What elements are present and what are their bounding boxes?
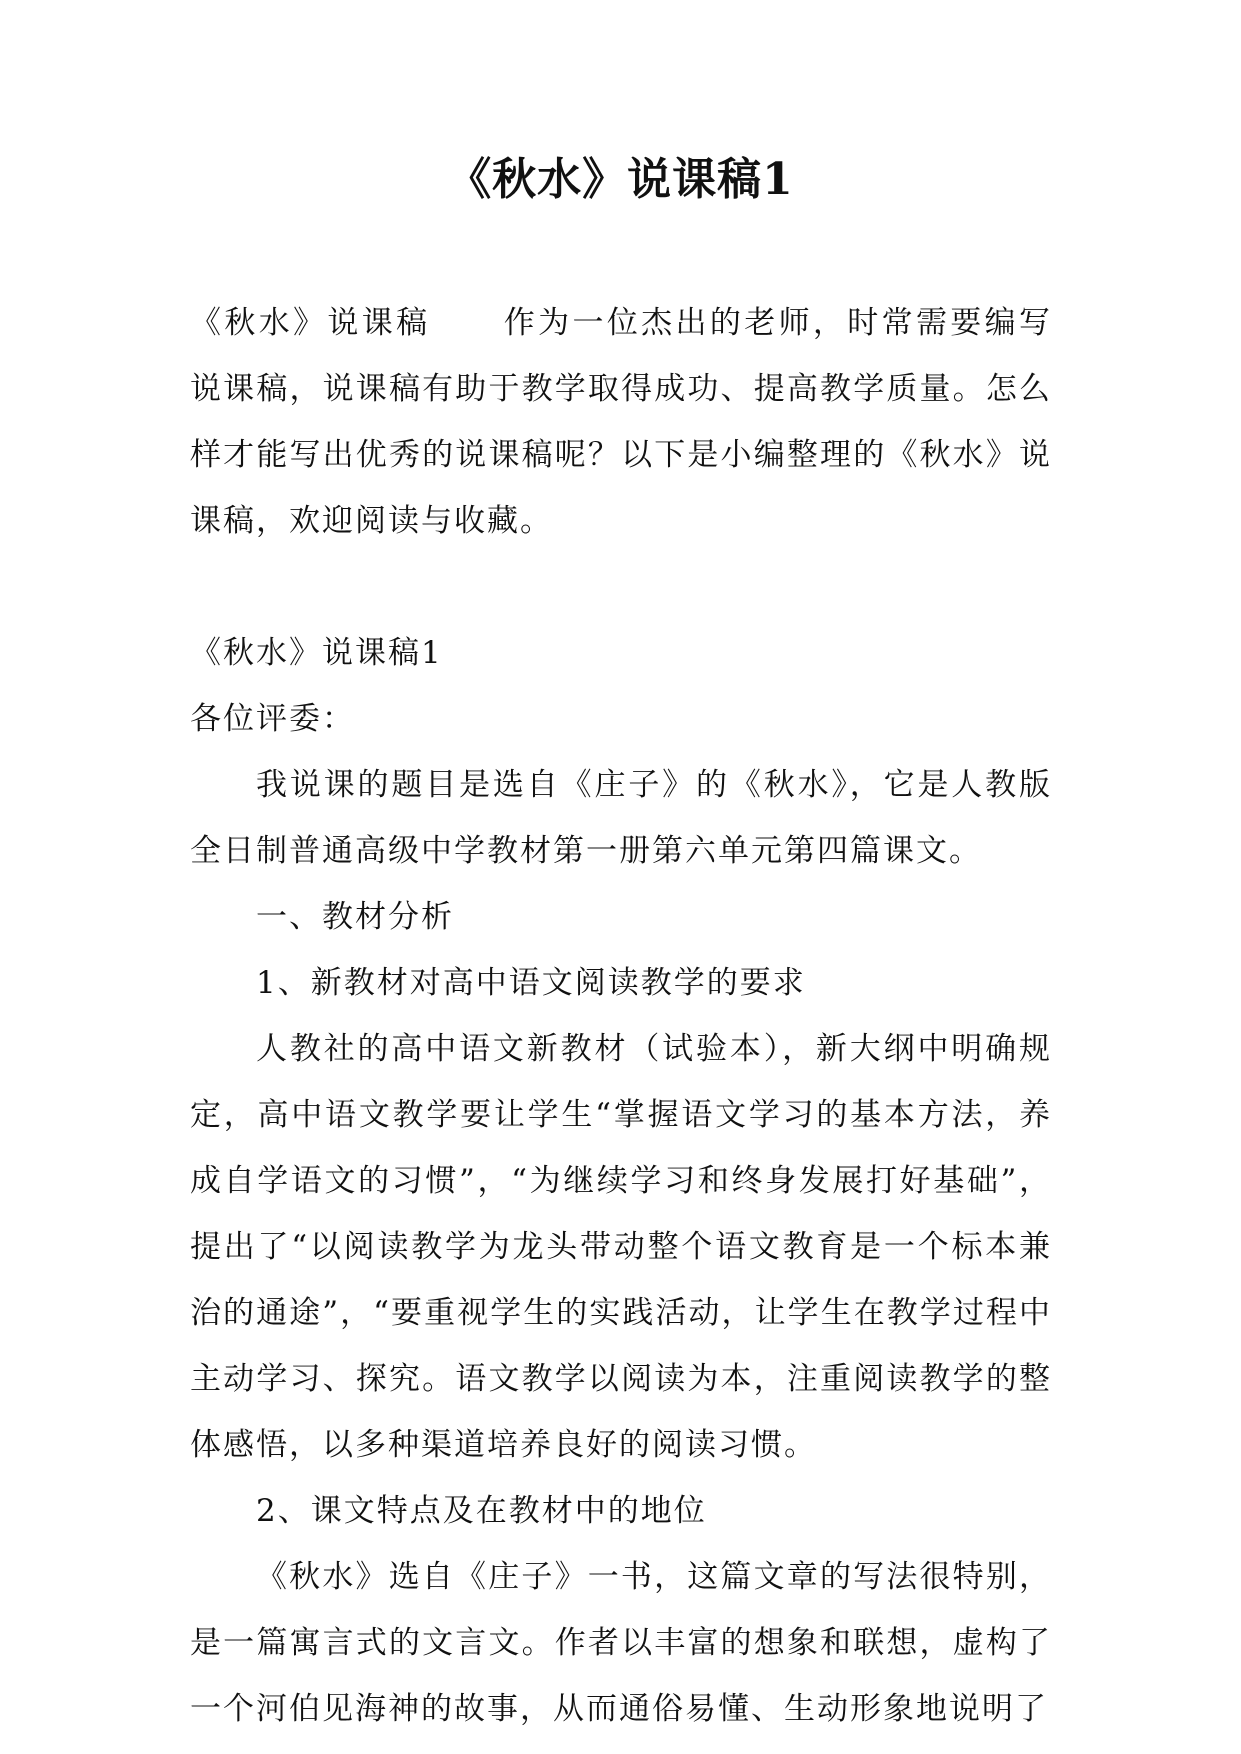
salutation: 各位评委： [190,701,355,737]
subheading-text-features: 2、课文特点及在教材中的地位 [256,1493,707,1529]
intro-text: 作为一位杰出的老师，时常需要编写说课稿，说课稿有助于教学取得成功、提高教学质量。怎么样才能写出优秀的说课稿呢？以下是小编整理的《秋水》说课稿，欢迎阅读与收藏。 [190,305,1053,539]
heading-textbook-analysis: 一、教材分析 [256,899,454,935]
document-body [190,290,1052,1742]
subheading-reading-requirements: 1、新教材对高中语文阅读教学的要求 [256,965,806,1001]
section-heading: 《秋水》说课稿1 [190,635,443,671]
intro-lead: 《秋水》说课稿 [190,305,431,341]
body-paragraph: 《秋水》选自《庄子》一书，这篇文章的写法很特别，是一篇寓言式的文言文。作者以丰富的想象和联想，虚构了一个河伯见海神的故事，从而通俗易懂、生动形象地说明了 [190,1559,1052,1727]
body-paragraph: 我说课的题目是选自《庄子》的《秋水》，它是人教版全日制普通高级中学教材第一册第六单元第四篇课文。 [190,767,1052,869]
document-title: 《秋水》说课稿1 [447,154,794,205]
intro-paragraph [190,290,1052,554]
paragraph-spacer [190,554,1052,620]
body-paragraph: 人教社的高中语文新教材（试验本），新大纲中明确规定，高中语文教学要让学生“掌握语文学习的基本方法，养成自学语文的习惯”，“为继续学习和终身发展打好基础”，提出了“以阅读教学为龙头带动整个语文教育是一个标本兼治的通途”，“要重视学生的实践活动，让学生在教学过程中主动学习、探究。语文教学以阅读为本，注重阅读教学的整体感悟，以多种渠道培养良好的阅读习惯。 [190,1031,1052,1463]
